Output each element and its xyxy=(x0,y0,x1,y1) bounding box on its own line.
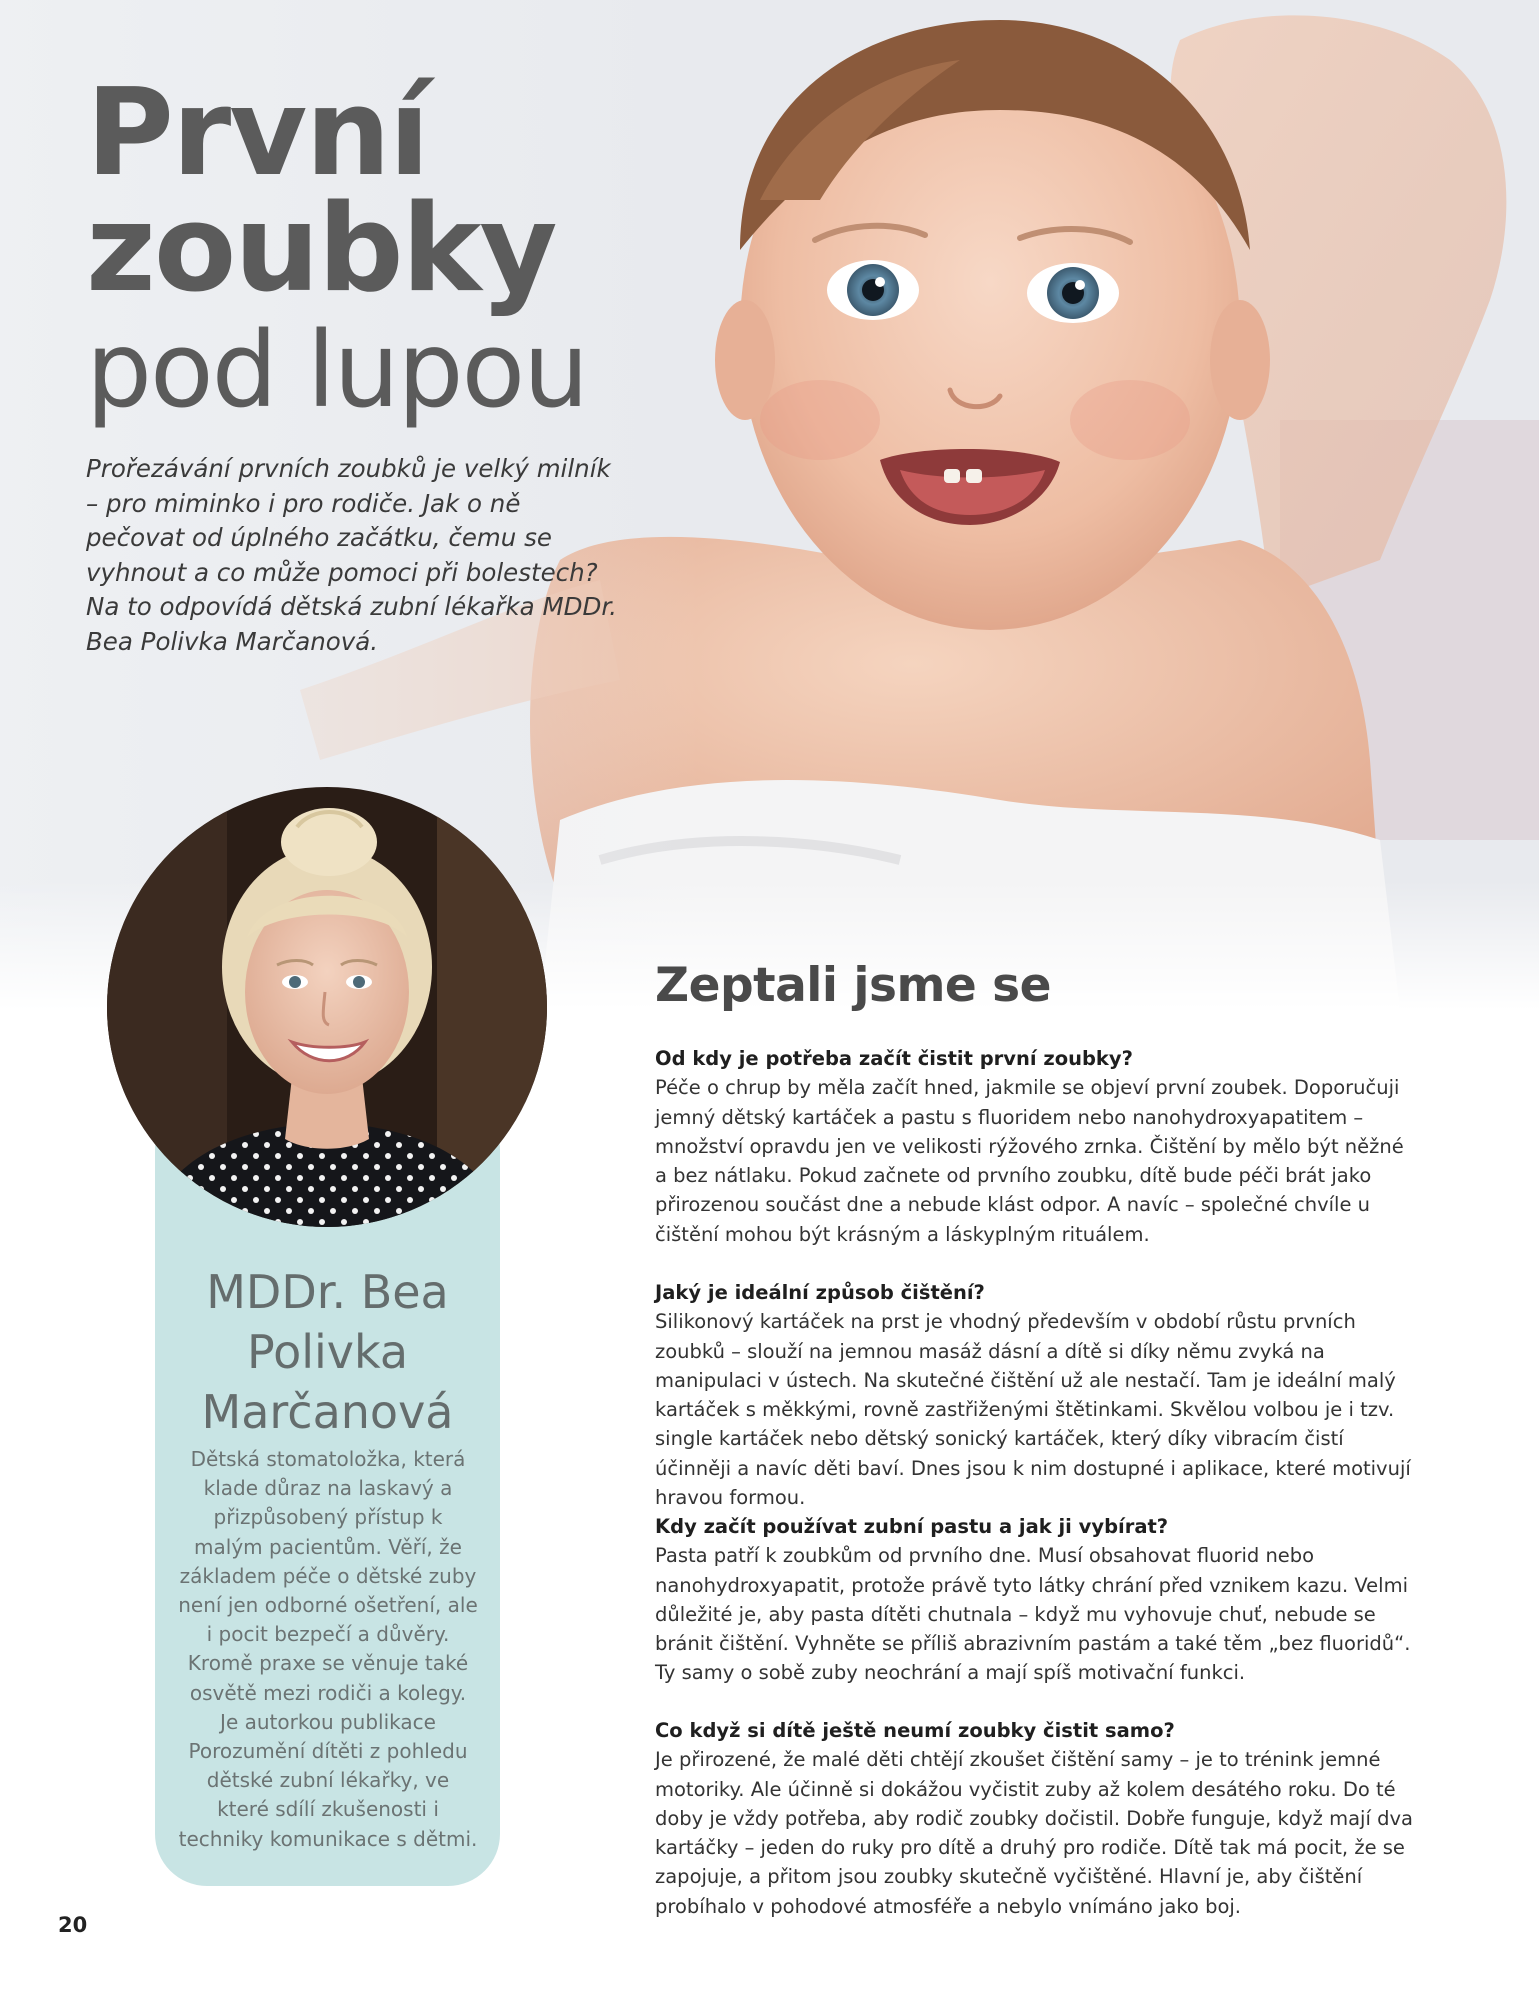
qa-question: Kdy začít používat zubní pastu a jak ji vybírat? xyxy=(655,1515,1169,1538)
qa-item xyxy=(655,1278,1420,1512)
qa-item xyxy=(655,1716,1420,1921)
qa-answer: Silikonový kartáček na prst je vhodný především v období růstu prvních zoubků – slouží na jemnou masáž dásní a dítě si díky němu zvyká na manipulaci v ústech. Na skutečné čištění už ale nestačí. Tam je ideální malý kartáček s měkkými, rovně zastřiženými štětinkami. Skvělou volbou je i tzv. single kartáček nebo dětský sonický kartáček, který díky vibracím čistí účinněji a navíc děti baví. Dnes jsou k nim dostupné i aplikace, které motivují hravou formou. xyxy=(655,1310,1411,1510)
title-line-1: První xyxy=(86,64,428,203)
qa-question: Co když si dítě ještě neumí zoubky čistit samo? xyxy=(655,1719,1175,1742)
page-number: 20 xyxy=(58,1913,88,1937)
qa-answer: Je přirozené, že malé děti chtějí zkoušet čištění samy – je to trénink jemné motoriky. Ale účinně si dokážou vyčistit zuby až kolem desátého roku. Do té doby je vždy potřeba, aby rodič zoubky dočistil. Dobře funguje, když mají dva kartáčky – jeden do ruky pro dítě a druhý pro rodiče. Dítě tak má pocit, že se zapojuje, a přitom jsou zoubky skutečně vyčištěné. Hlavní je, aby čištění probíhalo v pohodové atmosféře a nebylo vnímáno jako boj. xyxy=(655,1748,1413,1918)
portrait-illustration xyxy=(107,787,547,1227)
expert-name-line: MDDr. Bea xyxy=(206,1265,449,1319)
article-intro: Prořezávání prvních zoubků je velký milník – pro miminko i pro rodiče. Jak o ně pečovat od úplného začátku, čemu se vyhnout a co může pomoci při bolestech? Na to odpovídá dětská zubní lékařka MDDr. Bea Polivka Marčanová. xyxy=(86,454,617,656)
title-line-3: pod lupou xyxy=(86,309,588,431)
expert-bio: Dětská stomatoložka, která klade důraz na laskavý a přizpůsobený přístup k malým pacientům. Věří, že základem péče o dětské zuby není jen odborné ošetření, ale i pocit bezpečí a důvěry. Kromě praxe se věnuje také osvětě mezi rodiči a kolegy. Je autorkou publikace Porozumění dítěti z pohledu dětské zubní lékařky, ve které sdílí zkušenosti i techniky komunikace s dětmi. xyxy=(178,1447,478,1851)
article-title xyxy=(86,64,588,431)
expert-name-line: Marčanová xyxy=(201,1385,454,1439)
qa-question: Jaký je ideální způsob čištění? xyxy=(655,1281,985,1304)
qa-item xyxy=(655,1044,1420,1249)
interview-heading: Zeptali jsme se xyxy=(655,958,1052,1013)
expert-name xyxy=(155,1262,500,1442)
title-line-2: zoubky xyxy=(86,180,556,319)
qa-item xyxy=(655,1512,1420,1688)
expert-name-line: Polivka xyxy=(246,1325,409,1379)
qa-answer: Péče o chrup by měla začít hned, jakmile se objeví první zoubek. Doporučuji jemný dětský kartáček a pastu s fluoridem nebo nanohydroxyapatitem – množství opravdu jen ve velikosti rýžového zrnka. Čištění by mělo být něžné a bez nátlaku. Pokud začnete od prvního zoubku, dítě bude péči brát jako přirozenou součást dne a nebude klást odpor. A navíc – společné chvíle u čištění mohou být krásným a láskyplným rituálem. xyxy=(655,1076,1404,1246)
expert-portrait xyxy=(107,787,547,1227)
qa-question: Od kdy je potřeba začít čistit první zoubky? xyxy=(655,1047,1133,1070)
qa-answer: Pasta patří k zoubkům od prvního dne. Musí obsahovat fluorid nebo nanohydroxyapatit, protože právě tyto látky chrání před vznikem kazu. Velmi důležité je, aby pasta dítěti chutnala – když mu vyhovuje chuť, nebude se bránit čištění. Vyhněte se příliš abrazivním pastám a také těm „bez fluoridů“. Ty samy o sobě zuby neochrání a mají spíš motivační funkci. xyxy=(655,1544,1411,1685)
